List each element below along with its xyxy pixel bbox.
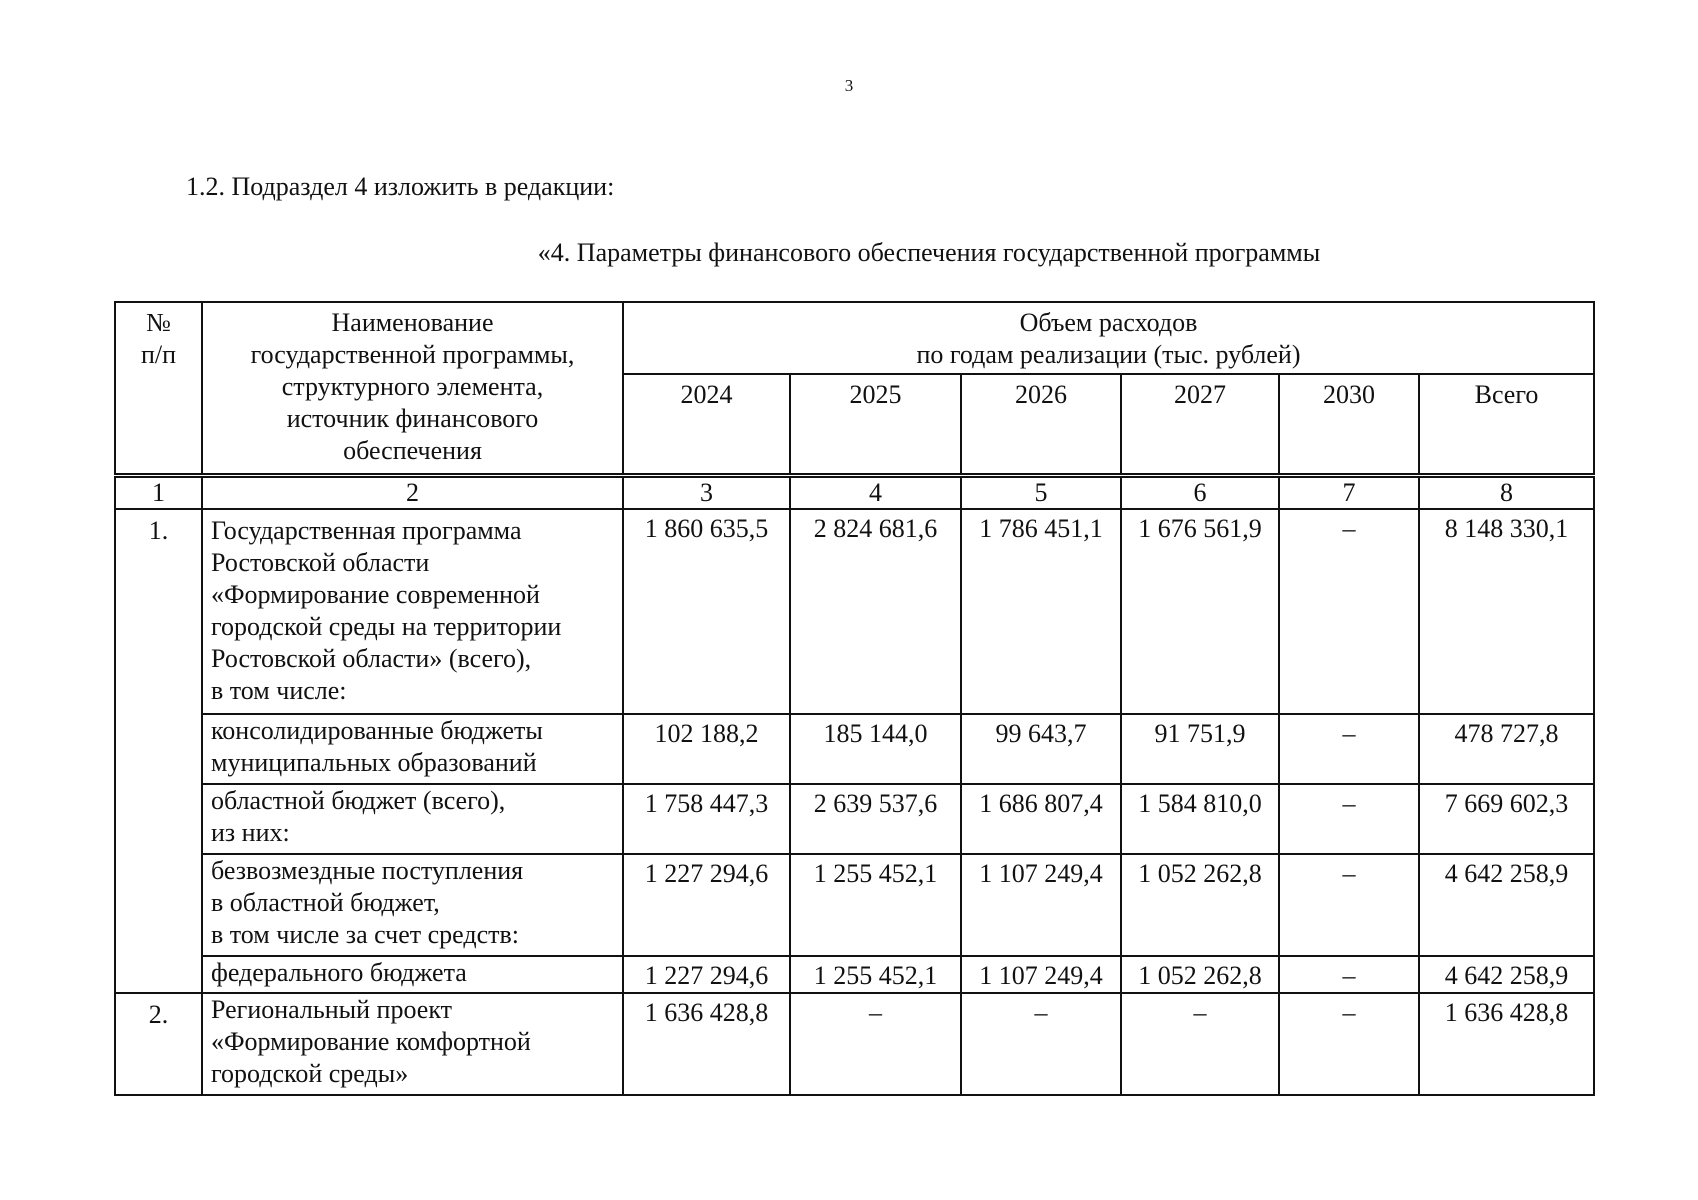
row-name xyxy=(202,509,623,714)
financing-table xyxy=(114,301,1595,1096)
row-name-line: Региональный проект xyxy=(211,995,452,1024)
header-year: 2026 xyxy=(961,374,1121,476)
value-cell: 1 255 452,1 xyxy=(790,956,961,993)
row-name xyxy=(202,784,623,854)
column-number: 8 xyxy=(1419,476,1594,510)
header-row-1 xyxy=(115,302,1594,374)
header-col-no-line1: № xyxy=(146,308,171,337)
column-number: 6 xyxy=(1121,476,1279,510)
value-cell: 1 227 294,6 xyxy=(623,854,790,956)
header-name-line: государственной программы, xyxy=(250,340,575,369)
value-cell: 185 144,0 xyxy=(790,714,961,784)
value-cell: 1 676 561,9 xyxy=(1121,509,1279,714)
table-row xyxy=(115,784,1594,854)
value-cell: – xyxy=(1279,784,1419,854)
column-numbers-row xyxy=(115,476,1594,510)
table-row xyxy=(115,509,1594,714)
table-row xyxy=(115,993,1594,1095)
header-year: 2025 xyxy=(790,374,961,476)
row-name-line: городской среды на территории xyxy=(211,612,562,641)
row-name-line: федерального бюджета xyxy=(211,958,467,987)
column-number: 2 xyxy=(202,476,623,510)
value-cell: 1 107 249,4 xyxy=(961,956,1121,993)
row-number: 2. xyxy=(115,993,202,1095)
row-name-line: Государственная программа xyxy=(211,516,522,545)
value-cell: 1 255 452,1 xyxy=(790,854,961,956)
value-cell: 1 636 428,8 xyxy=(623,993,790,1095)
value-cell: 7 669 602,3 xyxy=(1419,784,1594,854)
value-cell: 4 642 258,9 xyxy=(1419,956,1594,993)
value-cell: – xyxy=(1279,509,1419,714)
header-name-line: Наименование xyxy=(331,308,494,337)
header-year: 2027 xyxy=(1121,374,1279,476)
row-name-line: «Формирование современной xyxy=(211,580,540,609)
value-cell: – xyxy=(1121,993,1279,1095)
value-cell: – xyxy=(1279,714,1419,784)
value-cell: 1 686 807,4 xyxy=(961,784,1121,854)
value-cell: – xyxy=(961,993,1121,1095)
header-expenses xyxy=(623,302,1594,374)
header-year: 2030 xyxy=(1279,374,1419,476)
value-cell: 91 751,9 xyxy=(1121,714,1279,784)
row-name-line: Ростовской области xyxy=(211,548,430,577)
table-row xyxy=(115,956,1594,993)
value-cell: 1 584 810,0 xyxy=(1121,784,1279,854)
column-number: 5 xyxy=(961,476,1121,510)
row-name-line: в том числе: xyxy=(211,676,347,705)
value-cell: 102 188,2 xyxy=(623,714,790,784)
value-cell: 4 642 258,9 xyxy=(1419,854,1594,956)
value-cell: 1 636 428,8 xyxy=(1419,993,1594,1095)
section-title xyxy=(0,238,1698,268)
column-number: 1 xyxy=(115,476,202,510)
value-cell: 2 639 537,6 xyxy=(790,784,961,854)
value-cell: – xyxy=(1279,854,1419,956)
header-name-line: источник финансового xyxy=(286,404,539,433)
table-row xyxy=(115,854,1594,956)
row-name xyxy=(202,854,623,956)
row-number: 1. xyxy=(115,509,202,993)
value-cell: – xyxy=(1279,956,1419,993)
header-expenses-line2: по годам реализации (тыс. рублей) xyxy=(916,340,1301,369)
section-title-text: «4. Параметры финансового обеспечения государственной программы xyxy=(537,238,1321,267)
header-year: 2024 xyxy=(623,374,790,476)
value-cell: 1 052 262,8 xyxy=(1121,854,1279,956)
row-name-line: областной бюджет (всего), xyxy=(211,786,506,815)
value-cell: 99 643,7 xyxy=(961,714,1121,784)
value-cell: 478 727,8 xyxy=(1419,714,1594,784)
column-number: 4 xyxy=(790,476,961,510)
value-cell: 1 107 249,4 xyxy=(961,854,1121,956)
header-col-no xyxy=(115,302,202,476)
table-row xyxy=(115,714,1594,784)
value-cell: 2 824 681,6 xyxy=(790,509,961,714)
value-cell: 1 758 447,3 xyxy=(623,784,790,854)
row-name-line: в областной бюджет, xyxy=(211,888,440,917)
value-cell: 1 860 635,5 xyxy=(623,509,790,714)
row-name-line: в том числе за счет средств: xyxy=(211,920,519,949)
value-cell: 1 227 294,6 xyxy=(623,956,790,993)
row-name-line: консолидированные бюджеты xyxy=(211,716,543,745)
row-name xyxy=(202,993,623,1095)
row-name-line: муниципальных образований xyxy=(211,748,537,777)
row-name-line: из них: xyxy=(211,818,290,847)
header-expenses-line1: Объем расходов xyxy=(1019,308,1198,337)
header-name-line: обеспечения xyxy=(343,436,482,465)
value-cell: – xyxy=(1279,993,1419,1095)
header-total: Всего xyxy=(1419,374,1594,476)
column-number: 3 xyxy=(623,476,790,510)
row-name-line: городской среды» xyxy=(211,1059,409,1088)
row-name xyxy=(202,714,623,784)
value-cell: 1 052 262,8 xyxy=(1121,956,1279,993)
row-name-line: безвозмездные поступления xyxy=(211,856,524,885)
intro-text: 1.2. Подраздел 4 изложить в редакции: xyxy=(186,172,615,201)
page-number: 3 xyxy=(844,76,854,95)
value-cell: 8 148 330,1 xyxy=(1419,509,1594,714)
header-name-line: структурного элемента, xyxy=(281,372,544,401)
header-col-name xyxy=(202,302,623,476)
column-number: 7 xyxy=(1279,476,1419,510)
row-name-line: Ростовской области» (всего), xyxy=(211,644,532,673)
header-col-no-line2: п/п xyxy=(140,340,177,369)
row-name-line: «Формирование комфортной xyxy=(211,1027,531,1056)
value-cell: – xyxy=(790,993,961,1095)
row-name xyxy=(202,956,623,993)
value-cell: 1 786 451,1 xyxy=(961,509,1121,714)
